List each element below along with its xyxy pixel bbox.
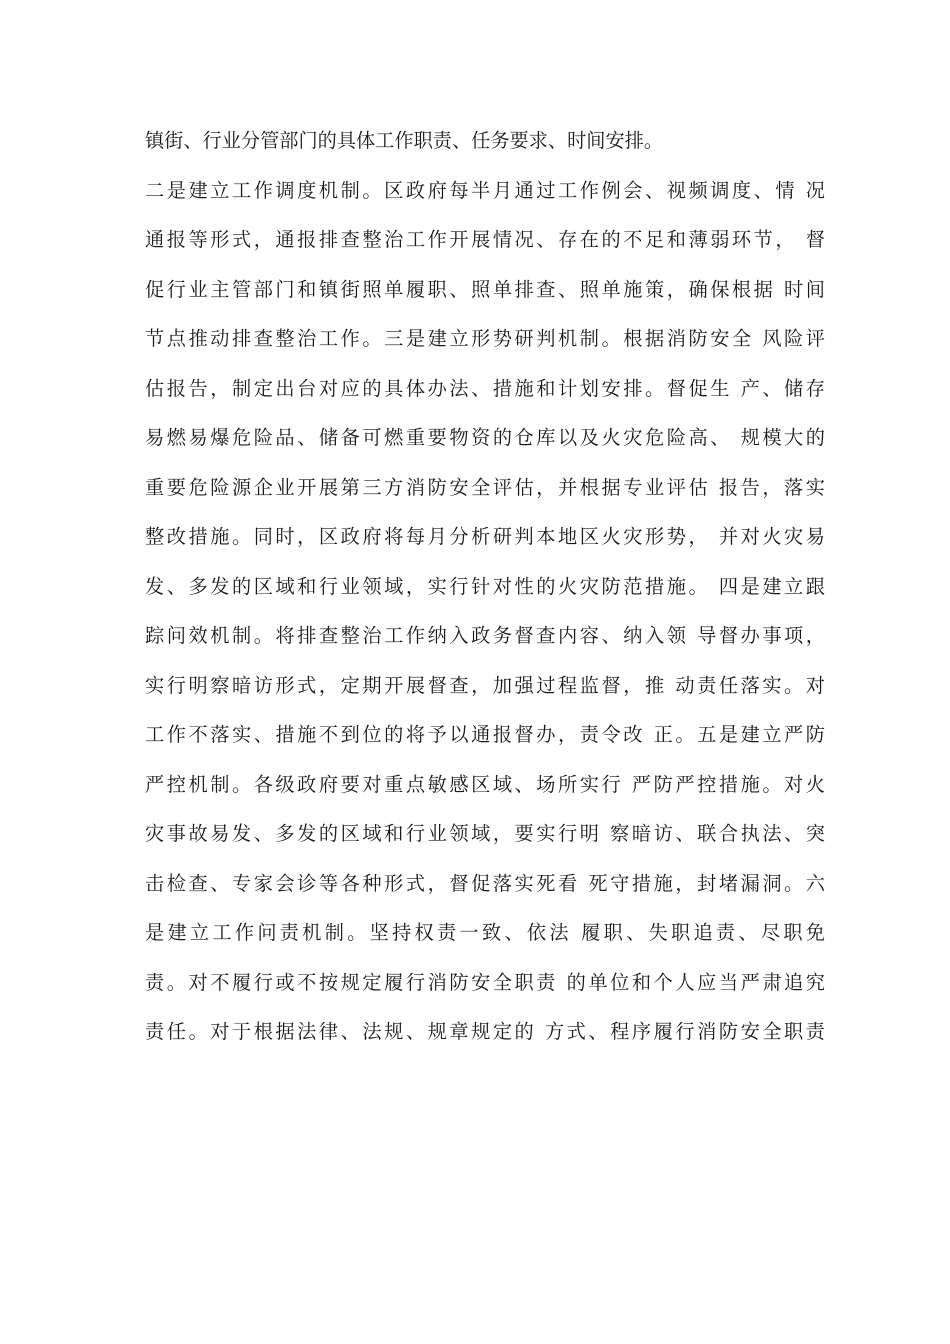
text-line: 镇街、行业分管部门的具体工作职责、任务要求、时间安排。: [145, 129, 664, 152]
text-line: 踪问效机制。将排查整治工作纳入政务督查内容、纳入领 导督办事项，: [145, 624, 825, 647]
text-line: 估报告，制定出台对应的具体办法、措施和计划安排。督促生 产、储存: [145, 376, 825, 400]
text-line: 责。对不履行或不按规定履行消防安全职责 的单位和个人应当严肃追究: [145, 970, 825, 994]
text-line: 节点推动排查整治工作。三是建立形势研判机制。根据消防安全 风险评: [145, 327, 825, 350]
text-line: 工作不落实、措施不到位的将予以通报督办，责令改 正。五是建立严防: [145, 723, 825, 746]
text-line: 促行业主管部门和镇街照单履职、照单排查、照单施策，确保根据 时间: [145, 277, 825, 301]
text-line: 是建立工作问责机制。坚持权责一致、依法 履职、失职追责、尽职免: [145, 921, 825, 944]
text-line: 实行明察暗访形式，定期开展督查，加强过程监督，推 动责任落实。对: [145, 673, 825, 697]
text-line: 责任。对于根据法律、法规、规章规定的 方式、程序履行消防安全职责: [145, 1020, 825, 1043]
text-line: 通报等形式，通报排查整治工作开展情况、存在的不足和薄弱环节， 督: [145, 228, 825, 251]
text-line: 发、多发的区域和行业领域，实行针对性的火灾防范措施。 四是建立跟: [145, 574, 825, 598]
body-text: [145, 122, 825, 1063]
text-line: 整改措施。同时，区政府将每月分析研判本地区火灾形势， 并对火灾易: [145, 525, 825, 548]
text-line: 易燃易爆危险品、储备可燃重要物资的仓库以及火灾危险高、 规模大的: [145, 426, 825, 449]
text-line: 二是建立工作调度机制。区政府每半月通过工作例会、视频调度、情 况: [145, 178, 825, 202]
text-line: 重要危险源企业开展第三方消防安全评估，并根据专业评估 报告，落实: [145, 475, 825, 499]
text-line: 严控机制。各级政府要对重点敏感区域、场所实行 严防严控措施。对火: [145, 772, 825, 796]
text-line: 灾事故易发、多发的区域和行业领域，要实行明 察暗访、联合执法、突: [145, 822, 825, 845]
text-line: 击检查、专家会诊等各种形式，督促落实死看 死守措施，封堵漏洞。六: [145, 871, 825, 895]
